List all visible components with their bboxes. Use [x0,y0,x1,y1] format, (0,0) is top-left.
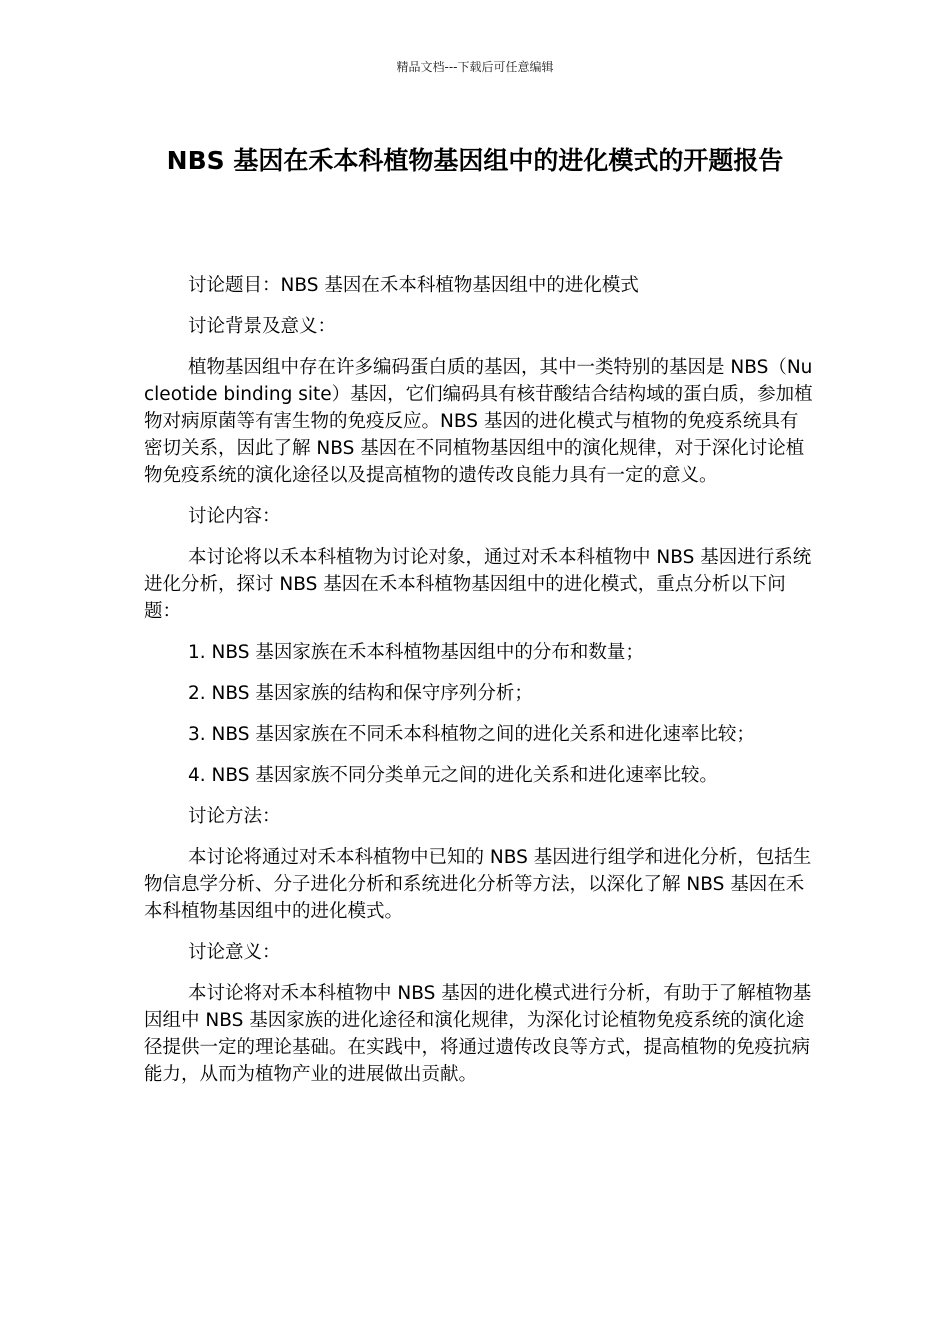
section-heading-background: 讨论背景及意义： [188,316,337,337]
content-paragraph: 本讨论将以禾本科植物为讨论对象，通过对禾本科植物中 NBS 基因进行系统进化分析，探讨 NBS 基因在禾本科植物基因组中的进化模式，重点分析以下问题： [144,547,812,622]
document-body [144,272,814,1102]
research-topic: 讨论题目：NBS 基因在禾本科植物基因组中的进化模式 [188,275,639,296]
method-paragraph: 本讨论将通过对禾本科植物中已知的 NBS 基因进行组学和进化分析，包括生物信息学分析、分子进化分析和系统进化分析等方法，以深化了解 NBS 基因在禾本科植物基因组中的进化模式。 [144,847,812,922]
list-item: 3. NBS 基因家族在不同禾本科植物之间的进化关系和进化速率比较； [188,724,755,745]
page-header: 精品文档---下载后可任意编辑 [396,60,554,74]
section-heading-content: 讨论内容： [188,506,281,527]
background-paragraph: 植物基因组中存在许多编码蛋白质的基因，其中一类特别的基因是 NBS（Nucleotide binding site）基因，它们编码具有核苷酸结合结构域的蛋白质，参加植物对病原菌等有害生物的免疫反应。NBS 基因的进化模式与植物的免疫系统具有密切关系，因此了解 NBS 基因在不同植物基因组中的演化规律，对于深化讨论植物免疫系统的演化途径以及提高植物的遗传改良能力具有一定的意义。 [144,357,813,486]
significance-paragraph: 本讨论将对禾本科植物中 NBS 基因的进化模式进行分析，有助于了解植物基因组中 NBS 基因家族的进化途径和演化规律，为深化讨论植物免疫系统的演化途径提供一定的理论基础。在实践中，将通过遗传改良等方式，提高植物的免疫抗病能力，从而为植物产业的进展做出贡献。 [144,983,812,1085]
list-item: 2. NBS 基因家族的结构和保守序列分析； [188,683,533,704]
section-heading-method: 讨论方法： [188,806,281,827]
section-heading-significance: 讨论意义： [188,942,281,963]
list-item: 4. NBS 基因家族不同分类单元之间的进化关系和进化速率比较。 [188,765,718,786]
document-title: NBS 基因在禾本科植物基因组中的进化模式的开题报告 [166,146,784,175]
list-item: 1. NBS 基因家族在禾本科植物基因组中的分布和数量； [188,642,644,663]
